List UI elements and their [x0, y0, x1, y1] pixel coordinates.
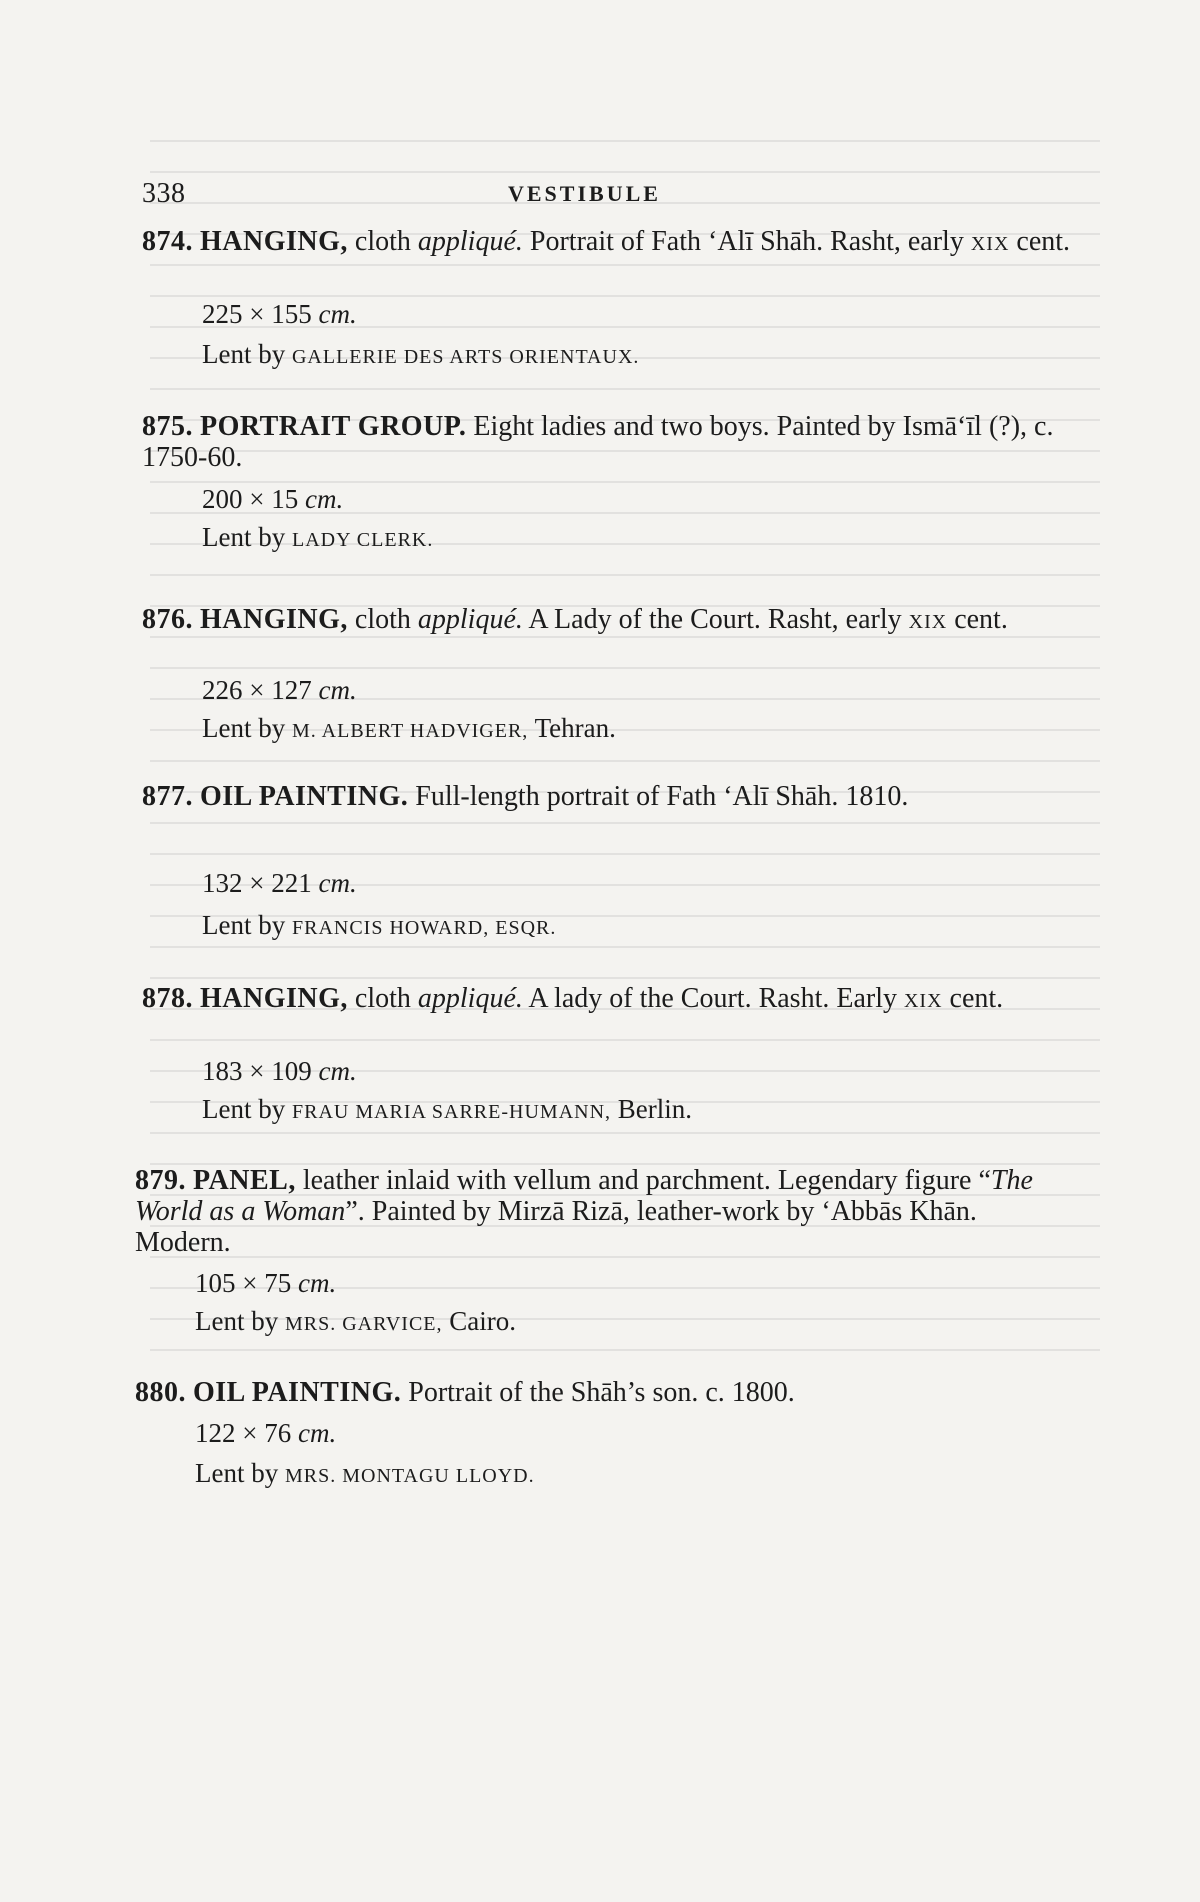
- entry-lender: [202, 1093, 692, 1128]
- entry-description: [142, 604, 1082, 638]
- entry-description: [142, 226, 1082, 260]
- lender-prefix: Lent by: [195, 1458, 279, 1488]
- dimensions-unit: cm.: [318, 1056, 357, 1086]
- entry-lender: [202, 712, 616, 747]
- lender-name: MRS. GARVICE,: [284, 1313, 443, 1335]
- dimensions-unit: cm.: [318, 675, 357, 705]
- entry-description-text: Eight ladies and two boys. Painted by Ismā‘īl (?), c. 1750-60.: [142, 411, 1054, 473]
- entry-dimensions: [195, 1417, 336, 1449]
- lender-prefix: Lent by: [202, 1094, 286, 1124]
- entry-title: OIL PAINTING.: [200, 781, 409, 812]
- dimensions-value: 132 × 221: [202, 868, 312, 898]
- entry-title: PORTRAIT GROUP.: [200, 411, 467, 442]
- entry-number: 880.: [135, 1377, 186, 1408]
- entry-number: 878.: [142, 983, 193, 1014]
- entry-description-italic: appliqué.: [417, 983, 523, 1014]
- running-head: VESTIBULE: [508, 181, 661, 206]
- dimensions-value: 200 × 15: [202, 484, 299, 514]
- entry-description: [135, 1377, 1075, 1408]
- entry-description-text: cent.: [949, 983, 1004, 1014]
- catalog-entry: [135, 1377, 1075, 1488]
- entry-description-text: leather inlaid with vellum and parchment. Legendary figure “: [302, 1165, 991, 1196]
- entry-lender: [202, 909, 556, 944]
- catalog-entry: [142, 411, 1082, 552]
- entry-century: XIX: [908, 611, 948, 633]
- dimensions-unit: cm.: [297, 1418, 337, 1448]
- entry-lender: [202, 338, 639, 373]
- entry-description: [142, 781, 1082, 812]
- entry-description-text: Full-length portrait of Fath ‘Alī Shāh. 1810.: [415, 781, 909, 812]
- entry-lender: [202, 521, 433, 556]
- entry-title: HANGING,: [200, 983, 348, 1014]
- entry-number: 877.: [142, 781, 193, 812]
- entry-description-italic: The World as a Woman: [135, 1165, 1033, 1227]
- entry-description: [142, 983, 1082, 1017]
- entry-description-text: A lady of the Court. Rasht. Early: [528, 983, 897, 1014]
- dimensions-unit: cm.: [318, 868, 357, 898]
- entry-description: [135, 1165, 1075, 1258]
- dimensions-unit: cm.: [297, 1268, 337, 1298]
- dimensions-unit: cm.: [318, 299, 357, 329]
- lender-location: Tehran.: [534, 713, 616, 743]
- lender-prefix: Lent by: [202, 339, 286, 369]
- entry-dimensions: [202, 298, 357, 330]
- page-number: 338: [142, 178, 186, 209]
- entry-title: HANGING,: [200, 226, 348, 257]
- entry-number: 875.: [142, 411, 193, 442]
- entry-lender: [195, 1457, 535, 1492]
- entry-century: XIX: [903, 990, 943, 1012]
- lender-name: FRANCIS HOWARD, ESQR.: [291, 917, 557, 939]
- entry-dimensions: [195, 1267, 336, 1299]
- lender-prefix: Lent by: [202, 910, 286, 940]
- entry-description: [142, 411, 1082, 473]
- entry-number: 879.: [135, 1165, 186, 1196]
- entry-century: XIX: [970, 233, 1010, 255]
- lender-location: Berlin.: [617, 1094, 693, 1124]
- entry-dimensions: [202, 867, 357, 899]
- entry-dimensions: [202, 483, 343, 515]
- entry-description-text: Portrait of the Shāh’s son. c. 1800.: [408, 1377, 795, 1408]
- dimensions-value: 226 × 127: [202, 675, 312, 705]
- entry-number: 876.: [142, 604, 193, 635]
- entry-description-text: cent.: [954, 604, 1008, 635]
- dimensions-value: 183 × 109: [202, 1056, 312, 1086]
- entry-description-text: Portrait of Fath ‘Alī Shāh. Rasht, early: [529, 226, 964, 257]
- lender-name: LADY CLERK.: [291, 529, 434, 551]
- entry-number: 874.: [142, 226, 193, 257]
- entry-description-text: cent.: [1016, 226, 1071, 257]
- lender-name: MRS. MONTAGU LLOYD.: [284, 1465, 535, 1487]
- entry-description-text: A Lady of the Court. Rasht, early: [528, 604, 902, 635]
- catalog-entry: [142, 781, 1082, 940]
- entry-dimensions: [202, 1055, 357, 1087]
- entry-description-text: ”. Painted by Mirzā Rizā, leather-work by ‘Abbās Khān. Modern.: [135, 1196, 977, 1258]
- dimensions-value: 225 × 155: [202, 299, 312, 329]
- entry-description-text: cloth: [354, 983, 411, 1014]
- lender-prefix: Lent by: [202, 522, 286, 552]
- catalog-entry: [142, 604, 1082, 743]
- catalog-entry: [142, 983, 1082, 1124]
- page-header: [142, 178, 1062, 212]
- entry-description-text: cloth: [354, 604, 411, 635]
- entry-dimensions: [202, 674, 357, 706]
- lender-prefix: Lent by: [202, 713, 286, 743]
- entry-lender: [195, 1305, 516, 1340]
- dimensions-value: 122 × 76: [195, 1418, 292, 1448]
- catalog-entry: [135, 1165, 1075, 1336]
- catalog-entry: [142, 226, 1082, 369]
- lender-name: M. ALBERT HADVIGER,: [291, 720, 529, 742]
- dimensions-value: 105 × 75: [195, 1268, 292, 1298]
- lender-prefix: Lent by: [195, 1306, 279, 1336]
- lender-name: FRAU MARIA SARRE-HUMANN,: [291, 1101, 612, 1123]
- dimensions-unit: cm.: [304, 484, 344, 514]
- entry-description-italic: appliqué.: [417, 226, 523, 257]
- lender-name: GALLERIE DES ARTS ORIENTAUX.: [291, 346, 640, 368]
- entry-description-italic: appliqué.: [417, 604, 523, 635]
- entry-title: OIL PAINTING.: [193, 1377, 402, 1408]
- entry-title: PANEL,: [193, 1165, 296, 1196]
- entry-title: HANGING,: [200, 604, 348, 635]
- lender-location: Cairo.: [449, 1306, 517, 1336]
- entry-description-text: cloth: [354, 226, 411, 257]
